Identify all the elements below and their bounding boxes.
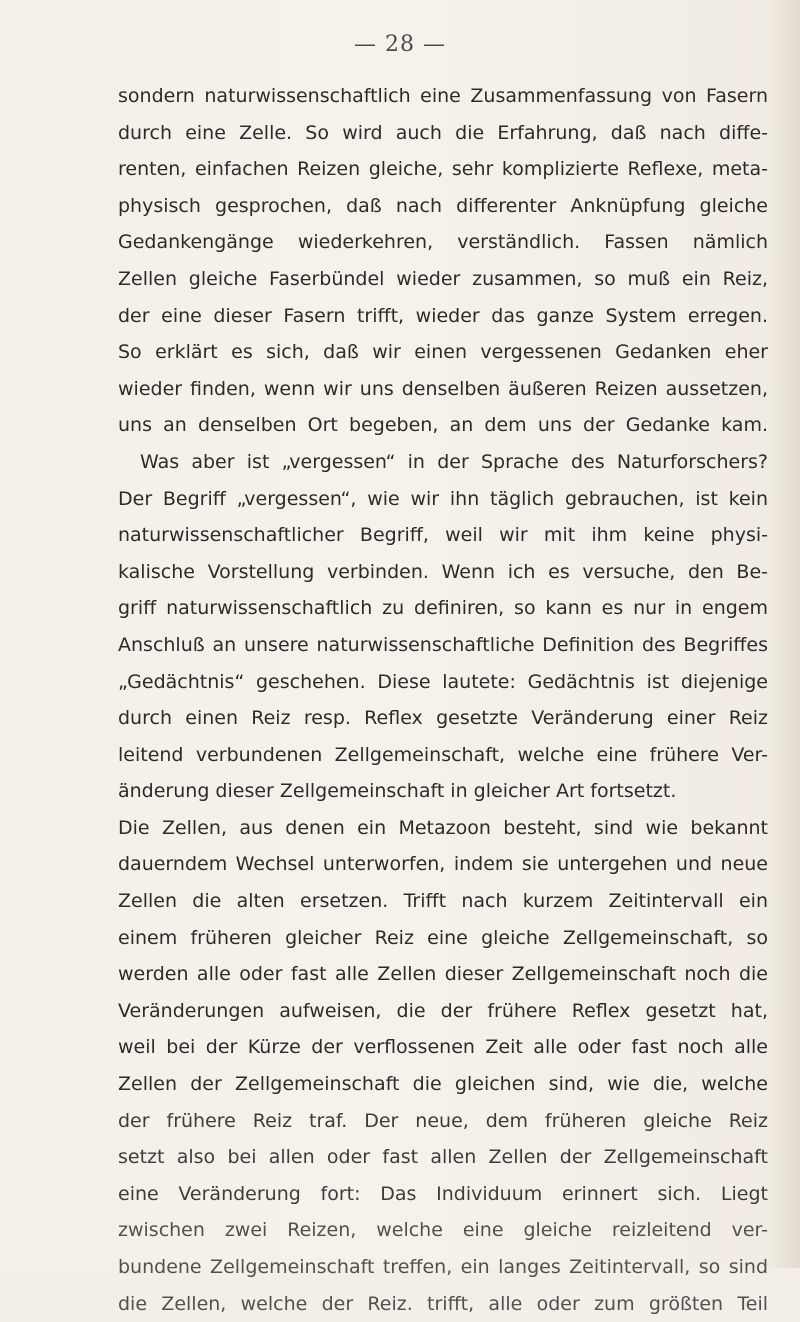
body-text bbox=[118, 78, 768, 1322]
text-line: setzt also bei allen oder fast allen Zellen der Zellgemeinschaft bbox=[118, 1146, 768, 1169]
text-line: naturwissenschaftlicher Begriff, weil wir mit ihm keine physi- bbox=[118, 524, 768, 547]
text-line: der frühere Reiz traf. Der neue, dem früheren gleiche Reiz bbox=[118, 1109, 768, 1132]
text-line: Veränderungen aufweisen, die der frühere Reflex gesetzt hat, bbox=[118, 999, 768, 1022]
text-line: Die Zellen, aus denen ein Metazoon besteht, sind wie bekannt bbox=[118, 816, 768, 839]
text-line: dauerndem Wechsel unterworfen, indem sie untergehen und neue bbox=[118, 853, 768, 876]
text-line: bundene Zellgemeinschaft treffen, ein langes Zeitintervall, so sind bbox=[118, 1256, 768, 1278]
text-line: die Zellen, welche der Reiz. trifft, alle oder zum größten Teil bbox=[118, 1292, 768, 1315]
text-line: renten, einfachen Reizen gleiche, sehr komplizierte Reflexe, meta- bbox=[118, 158, 768, 181]
text-line: leitend verbundenen Zellgemeinschaft, welche eine frühere Ver- bbox=[118, 743, 768, 766]
text-line: Zellen der Zellgemeinschaft die gleichen sind, wie die, welche bbox=[118, 1073, 768, 1096]
text-line: So erklärt es sich, daß wir einen vergessenen Gedanken eher bbox=[118, 341, 768, 364]
text-line: Zellen gleiche Faserbündel wieder zusammen, so muß ein Reiz, bbox=[118, 267, 768, 290]
text-line: weil bei der Kürze der verflossenen Zeit alle oder fast noch alle bbox=[118, 1036, 768, 1059]
text-line: Der Begriff „vergessen“, wie wir ihn täglich gebrauchen, ist kein bbox=[118, 487, 768, 510]
text-line: sondern naturwissenschaftlich eine Zusammenfassung von Fasern bbox=[118, 85, 768, 107]
text-line: Zellen die alten ersetzen. Trifft nach kurzem Zeitintervall ein bbox=[118, 890, 768, 913]
text-line: eine Veränderung fort: Das Individuum erinnert sich. Liegt bbox=[118, 1182, 768, 1205]
text-line: Was aber ist „vergessen“ in der Sprache des Naturforschers? bbox=[140, 450, 768, 473]
text-line: durch einen Reiz resp. Reflex gesetzte Veränderung einer Reiz bbox=[118, 707, 768, 730]
text-line: griff naturwissenschaftlich zu definiren, so kann es nur in engem bbox=[118, 597, 768, 620]
text-line: Anschluß an unsere naturwissenschaftliche Definition des Begriffes bbox=[118, 633, 768, 656]
text-line: kalische Vorstellung verbinden. Wenn ich es versuche, den Be- bbox=[118, 560, 768, 583]
text-line: der eine dieser Fasern trifft, wieder das ganze System erregen. bbox=[118, 304, 768, 327]
text-line: uns an denselben Ort begeben, an dem uns der Gedanke kam. bbox=[118, 414, 768, 437]
text-line: änderung dieser Zellgemeinschaft in gleicher Art fortsetzt. bbox=[118, 780, 677, 803]
text-line: wieder finden, wenn wir uns denselben äußeren Reizen aussetzen, bbox=[118, 377, 768, 400]
text-line: einem früheren gleicher Reiz eine gleiche Zellgemeinschaft, so bbox=[118, 926, 768, 949]
text-line: „Gedächtnis“ geschehen. Diese lautete: Gedächtnis ist diejenige bbox=[118, 670, 768, 693]
text-line: werden alle oder fast alle Zellen dieser Zellgemeinschaft noch die bbox=[118, 963, 768, 986]
page-number: — 28 — bbox=[354, 32, 446, 57]
text-line: Gedankengänge wiederkehren, verständlich. Fassen nämlich bbox=[118, 231, 768, 254]
text-line: durch eine Zelle. So wird auch die Erfahrung, daß nach diffe- bbox=[118, 121, 768, 144]
text-line: physisch gesprochen, daß nach differenter Anknüpfung gleiche bbox=[118, 194, 768, 217]
text-line: zwischen zwei Reizen, welche eine gleiche reizleitend ver- bbox=[118, 1219, 768, 1242]
